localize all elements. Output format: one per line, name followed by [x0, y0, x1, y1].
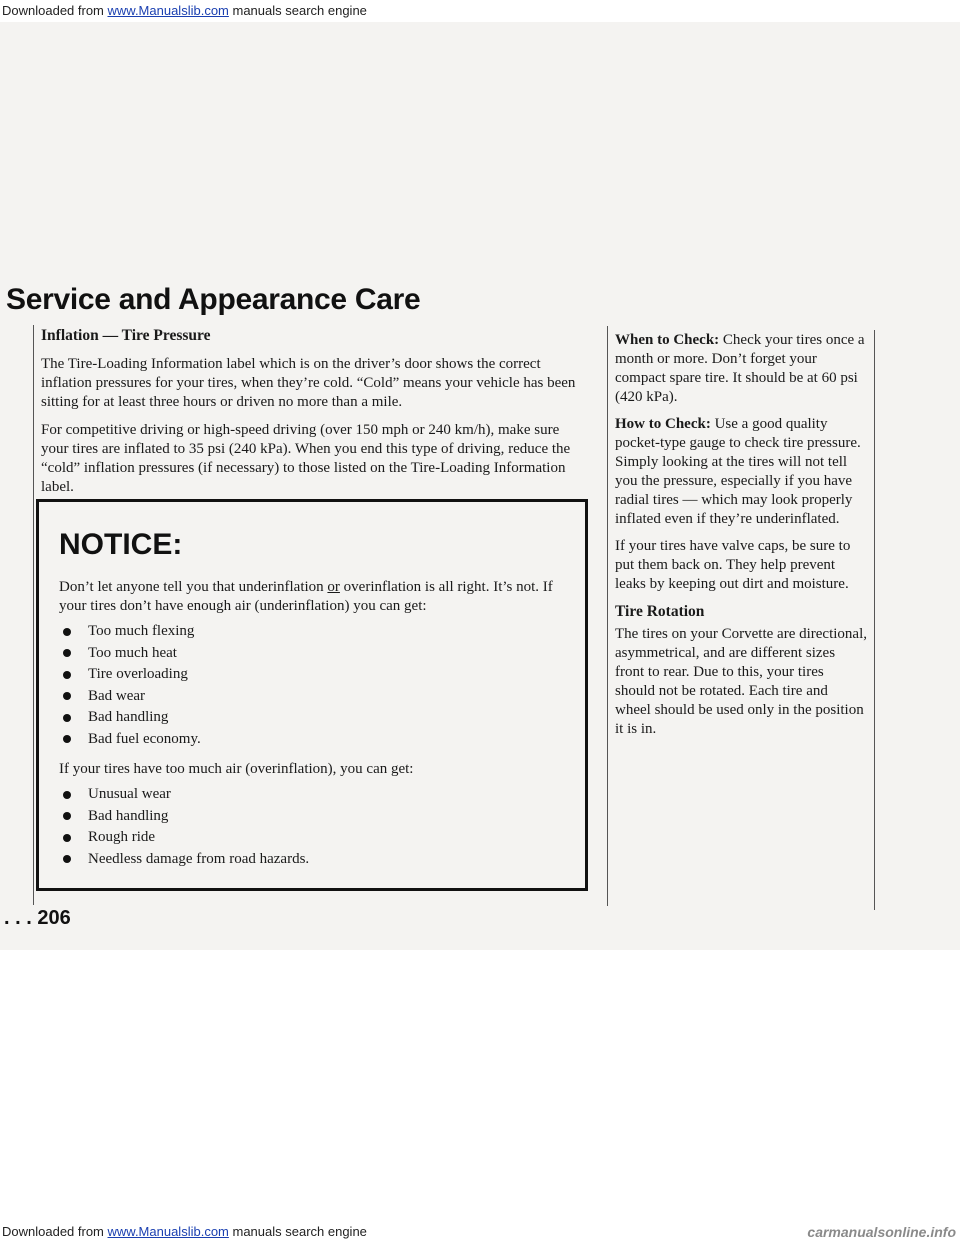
footer-prefix: Downloaded from [2, 1224, 108, 1239]
list-item: Unusual wear [59, 784, 565, 806]
list-item: Bad fuel economy. [59, 729, 565, 751]
footer-text [2, 1222, 367, 1242]
how-to-check-lead: How to Check: [615, 416, 711, 432]
list-item: Bad handling [59, 806, 565, 828]
how-to-check-text: Use a good quality pocket-type gauge to check tire pressure. Simply looking at the tires will not tell you the pressure, especially if you have radial tires — which may look properly inflated even if they’re underinflated. [615, 416, 861, 527]
footer-suffix: manuals search engine [228, 1224, 367, 1239]
right-rule [874, 330, 875, 910]
page-number: . . . 206 [4, 907, 71, 929]
notice-title: NOTICE: [59, 528, 183, 561]
tire-rotation-paragraph: The tires on your Corvette are directional, asymmetrical, and are different sizes front to rear. Due to this, your tires should not be rotated. Each tire and wheel should be used only in the position it is in. [615, 626, 867, 737]
notice-intro [59, 578, 565, 616]
inflation-heading: Inflation — Tire Pressure [41, 327, 211, 344]
center-rule [607, 326, 608, 906]
tire-rotation-heading: Tire Rotation [615, 603, 705, 620]
when-to-check-lead: When to Check: [615, 332, 720, 348]
underinflation-list [59, 621, 565, 750]
when-to-check-text: Check your tires once a month or more. Don’t forget your compact spare tire. It should be at 60 psi (420 kPa). [615, 332, 865, 405]
notice-intro-before: Don’t let anyone tell you that underinflation [59, 579, 328, 595]
list-item: Bad wear [59, 686, 565, 708]
left-rule [33, 325, 34, 905]
inflation-paragraph-2: For competitive driving or high-speed driving (over 150 mph or 240 km/h), make sure your tires are inflated to 35 psi (240 kPa). When you end this type of driving, reduce the “cold” inflation pressures (if necessary) to those listed on the Tire-Loading Information label. [41, 422, 571, 495]
download-banner [0, 0, 960, 22]
manualslib-link[interactable]: www.Manualslib.com [107, 3, 229, 18]
banner-prefix: Downloaded from [2, 3, 108, 18]
list-item: Too much heat [59, 643, 565, 665]
valve-caps-paragraph: If your tires have valve caps, be sure to put them back on. They help prevent leaks by keeping out dirt and moisture. [615, 538, 851, 592]
notice-box [36, 499, 588, 891]
footer-manualslib-link[interactable]: www.Manualslib.com [107, 1224, 229, 1239]
section-title: Service and Appearance Care [6, 283, 421, 316]
list-item: Rough ride [59, 827, 565, 849]
download-footer [0, 1222, 960, 1242]
checking-section [615, 331, 867, 747]
banner-suffix: manuals search engine [228, 3, 367, 18]
list-item: Tire overloading [59, 664, 565, 686]
overinflation-list [59, 784, 565, 870]
when-to-check [615, 331, 867, 407]
overinflation-intro: If your tires have too much air (overinflation), you can get: [59, 761, 414, 777]
notice-intro-after: overinflation is all right. It’s not. If your tires don’t have enough air (underinflation) you can get: [59, 579, 553, 614]
notice-intro-or: or [327, 579, 340, 595]
list-item: Too much flexing [59, 621, 565, 643]
list-item: Bad handling [59, 707, 565, 729]
inflation-paragraph-1: The Tire-Loading Information label which is on the driver’s door shows the correct inflation pressures for your tires, when they’re cold. “Cold” means your vehicle has been sitting for at least three hours or driven no more than a mile. [41, 356, 576, 410]
inflation-section [41, 326, 581, 506]
list-item: Needless damage from road hazards. [59, 849, 565, 871]
watermark-text: carmanualsonline.info [807, 1224, 956, 1240]
how-to-check [615, 415, 867, 529]
